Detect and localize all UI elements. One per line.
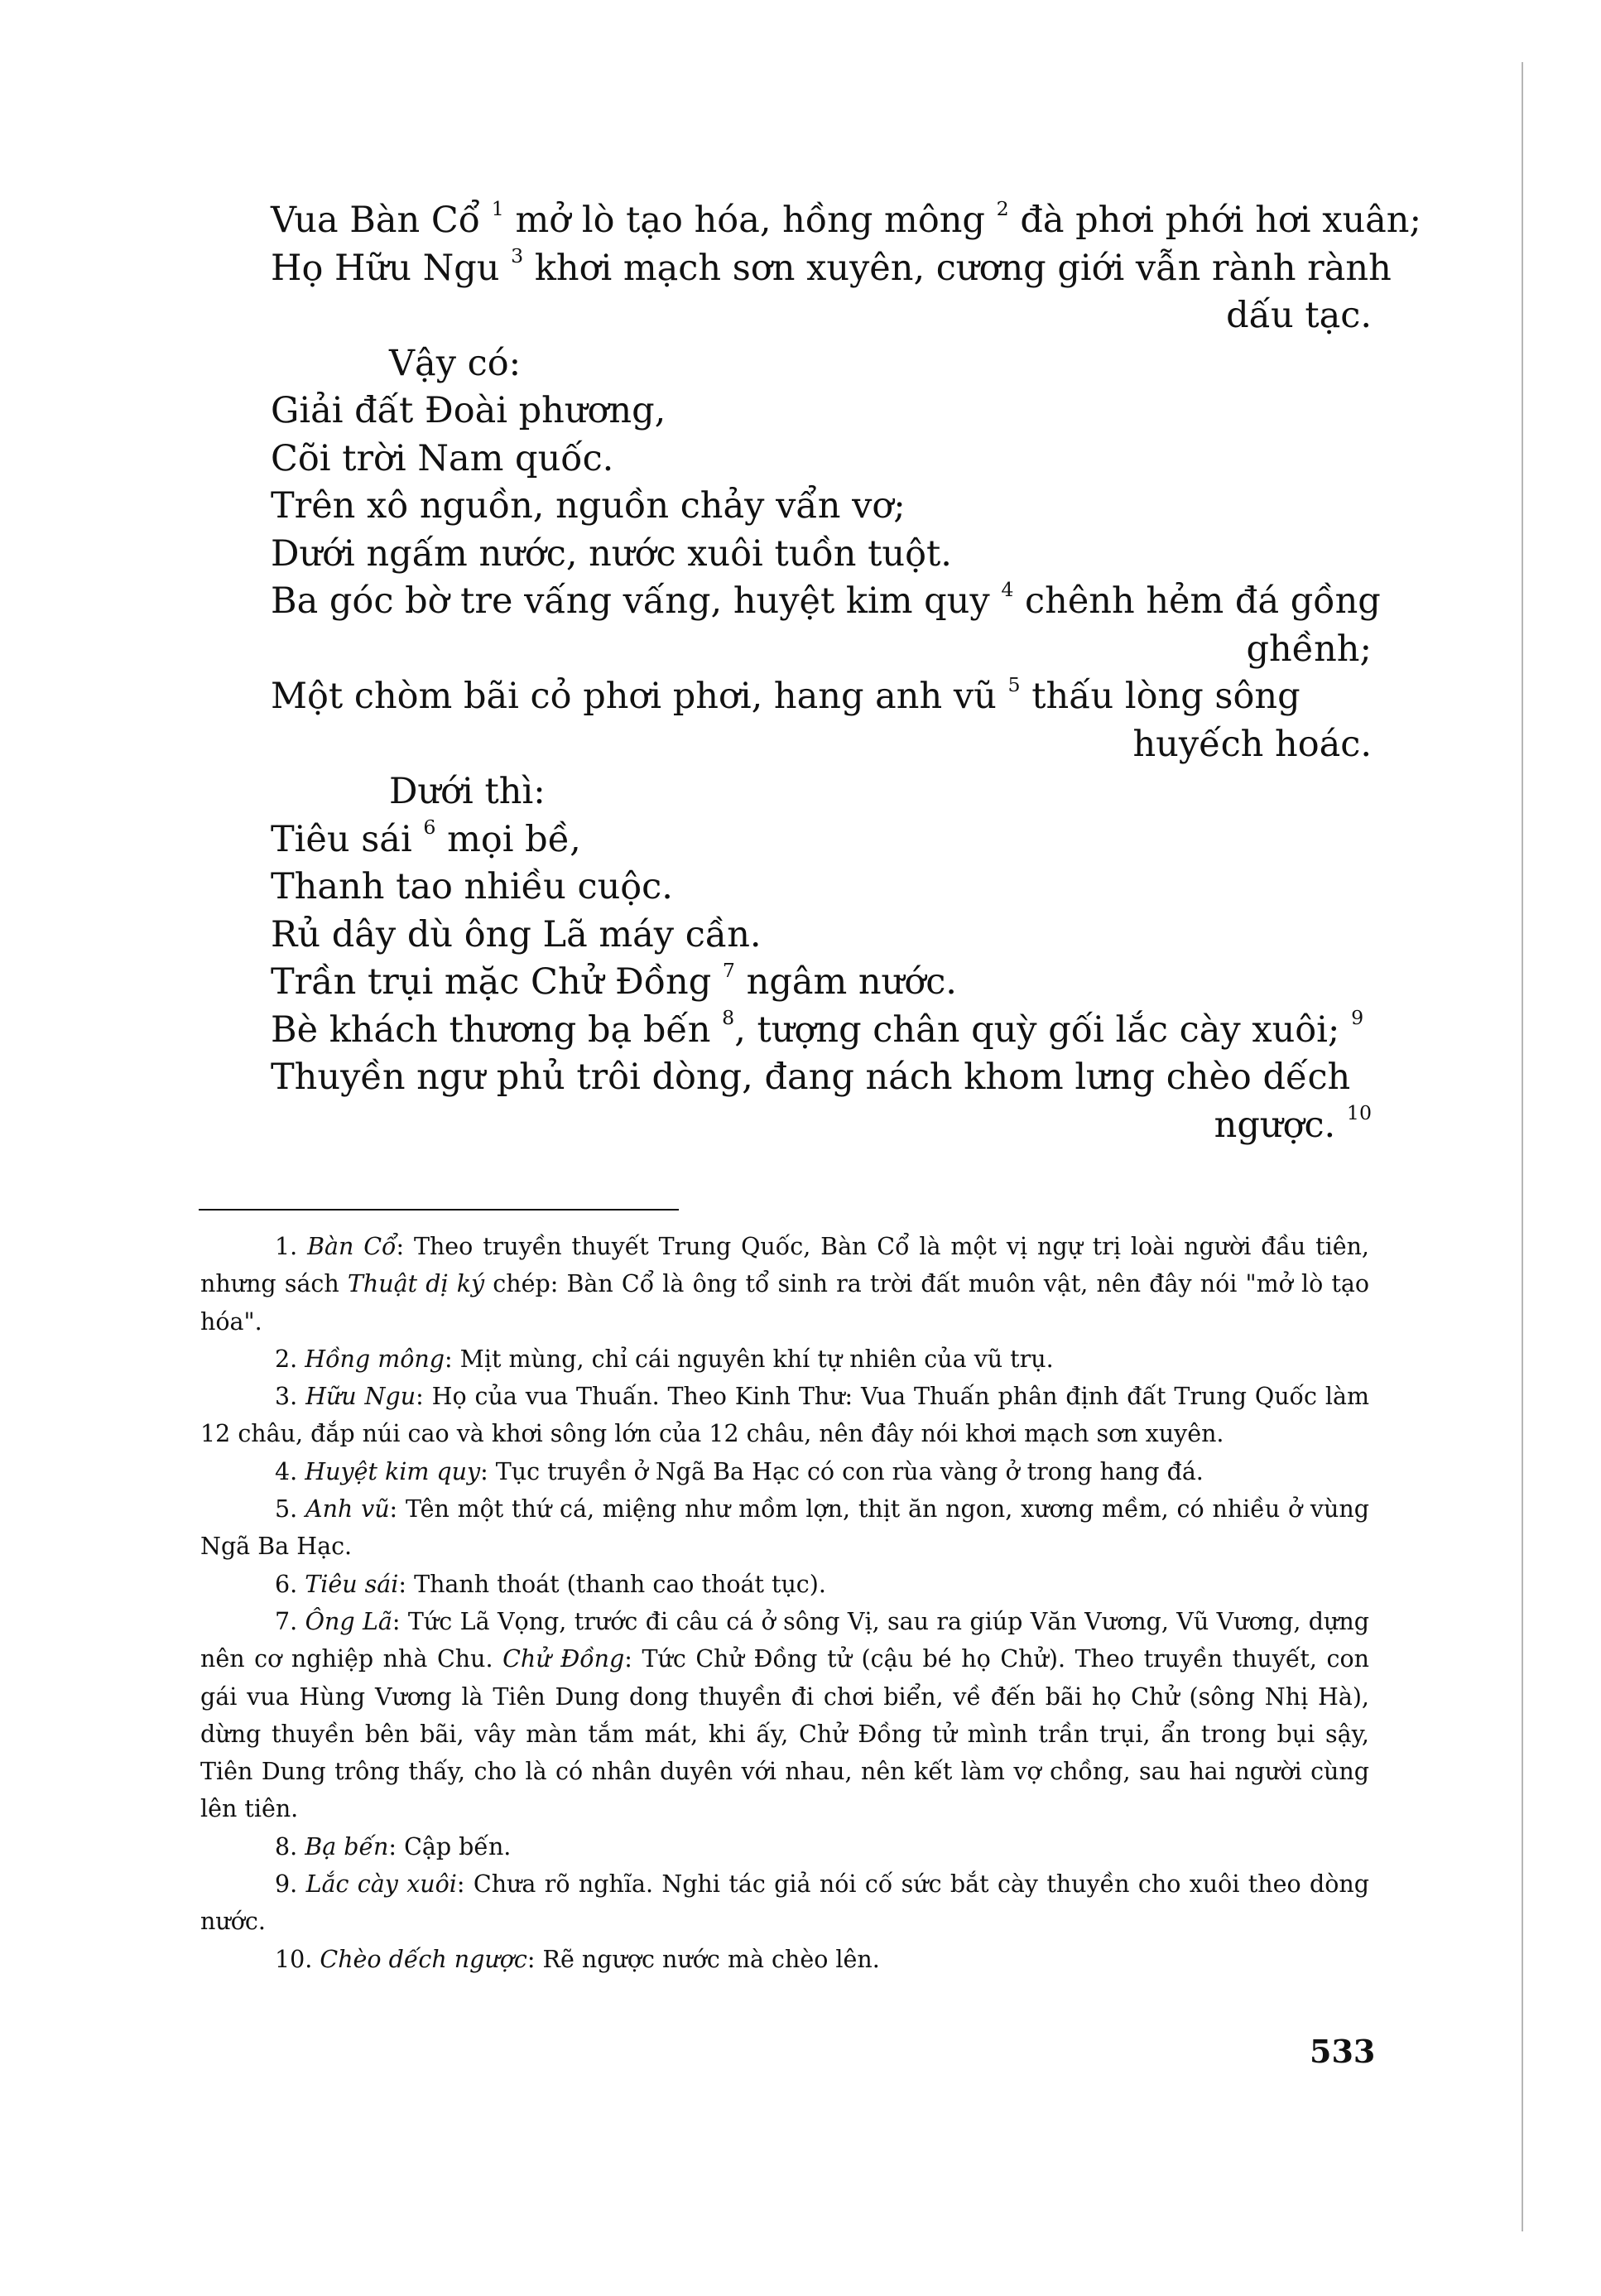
text-run: 8. [275,1832,305,1860]
text-run: : Cập bến. [388,1832,512,1860]
footnote [200,1566,1369,1603]
poem-line [271,1007,1372,1055]
poem-body [271,196,1421,1149]
footnote-marker: 1 [491,196,504,220]
footnote [200,1341,1369,1378]
text-run: : Mịt mùng, chỉ cái nguyên khí tự nhiên của vũ trụ. [445,1345,1054,1373]
footnote-marker: 5 [1007,672,1021,696]
poem-line [271,577,1381,626]
footnote-term: Bàn Cổ [307,1233,397,1260]
text-run: dấu tạc. [1226,295,1372,336]
footnote-term: Chèo dếch ngược [320,1945,527,1973]
text-run: : Tên một thứ cá, miệng như mồm lợn, thịt ăn ngon, xương mềm, có nhiều ở vùng Ngã Ba Hạc. [200,1495,1369,1561]
text-run: đà phơi phới hơi xuân; [1008,200,1421,241]
text-run: mở lò tạo hóa, hồng mông [503,200,997,241]
poem-line [271,1102,1372,1150]
footnote [200,1865,1369,1941]
footnote-term: Chử Đồng [502,1645,625,1673]
text-run: Trần trụi mặc Chử Đồng [271,961,723,1003]
footnote-marker: 2 [996,196,1009,220]
poem-line [271,436,1372,484]
text-run: 7. [275,1607,305,1635]
text-run: huyếch hoác. [1132,723,1372,765]
text-run: ngược. [1214,1104,1347,1146]
text-run: : Tức Chử Đồng tử (cậu bé họ Chử). Theo truyền thuyết, con gái vua Hùng Vương là Tiên Dung dong thuyền đi chơi biển, về đến bãi họ Chử (sông Nhị Hà), dừng thuyền bên bãi, vây màn tắm mát, khi ấy, Chử Đồng tử mình trần trụi, ẩn trong bụi sậy, Tiên Dung trông thấy, cho là có nhân duyên với nhau, nên kết làm vợ chồng, sau hai người cùng lên tiên. [200,1645,1369,1823]
footnote [200,1603,1369,1828]
footnote [200,1941,1369,1978]
footnote-term: Hữu Ngu [305,1383,416,1411]
text-run: 2. [275,1345,305,1373]
page-number: 533 [1310,2033,1376,2070]
text-run: 6. [275,1570,305,1598]
page-edge-line [1522,62,1523,2231]
text-run: khơi mạch sơn xuyên, cương giới vẫn rành rành [523,247,1392,289]
poem-line [271,531,1372,579]
footnote-term: Tiêu sái [305,1570,399,1598]
text-run: Họ Hữu Ngu [271,247,512,289]
footnote-marker: 3 [511,244,524,268]
text-run: 5. [275,1495,305,1523]
footnote-marker: 4 [1001,577,1014,601]
footnote [200,1828,1369,1865]
text-run: Tiêu sái [271,818,424,860]
footnote-marker: 9 [1351,1006,1364,1030]
text-run: thấu lòng sông [1020,676,1301,717]
poem-line [271,673,1372,721]
poem-line [271,292,1372,340]
text-run: 3. [275,1383,306,1411]
text-run: Bè khách thương bạ bến [271,1008,723,1051]
text-run: Cõi trời Nam quốc. [271,437,614,479]
poem-line [271,721,1372,769]
text-run: : Tục truyền ở Ngã Ba Hạc có con rùa vàng ở trong hang đá. [480,1457,1204,1485]
poem-line [271,626,1372,674]
footnote-term: Lắc cày xuôi [305,1870,457,1899]
text-run: chênh hẻm đá gồng [1013,580,1381,622]
text-run: mọi bề, [435,818,581,860]
text-run: : Rẽ ngược nước mà chèo lên. [526,1945,880,1973]
poem-line [271,864,1372,912]
text-run: Một chòm bãi cỏ phơi phơi, hang anh vũ [271,676,1008,717]
text-run: Rủ dây dù ông Lã máy cần. [271,913,762,955]
footnote-marker: 8 [722,1006,735,1030]
footnote [200,1378,1369,1453]
text-run: 1. [275,1233,308,1260]
poem-line [271,483,1372,531]
text-run: : Theo truyền thuyết Trung Quốc, Bàn Cổ là một vị ngự trị loài người đầu tiên, nhưng sách [200,1233,1369,1298]
text-run: Vua Bàn Cổ [271,200,492,241]
footnote-term: Thuật dị ký [347,1270,485,1298]
text-run: Dưới ngấm nước, nước xuôi tuồn tuột. [271,532,952,575]
poem-line [271,340,1372,388]
footnotes [200,1228,1369,1978]
poem-line [271,912,1372,960]
text-run: chép: Bàn Cổ là ông tổ sinh ra trời đất muôn vật, nên đây nói "mở lò tạo hóa". [200,1270,1370,1336]
poem-line [271,196,1421,245]
footnote-term: Huyệt kim quy [305,1457,481,1485]
text-run: Thanh tao nhiều cuộc. [271,866,673,907]
poem-line [271,387,1372,436]
footnote-marker: 10 [1346,1101,1372,1125]
text-run: ghềnh; [1246,628,1372,670]
text-run: : Tức Lã Vọng, trước đi câu cá ở sông Vị, sau ra giúp Văn Vương, Vũ Vương, dựng nên cơ nghiệp nhà Chu. [200,1607,1369,1673]
text-run: 10. [275,1945,320,1973]
footnote-marker: 7 [722,958,735,982]
footnote-marker: 6 [423,816,436,840]
text-run: ngâm nước. [734,961,957,1003]
text-run: Thuyền ngư phủ trôi dòng, đang nách khom lưng chèo dếch [271,1057,1351,1098]
text-run: Giải đất Đoài phương, [271,390,666,431]
footnote [200,1490,1369,1566]
text-run: : Thanh thoát (thanh cao thoát tục). [398,1570,826,1598]
footnote-term: Bạ bến [305,1832,389,1860]
poem-line [271,244,1392,293]
poem-line [271,1054,1372,1102]
text-run: Trên xô nguồn, nguồn chảy vẩn vơ; [271,485,906,527]
footnote [200,1453,1369,1490]
text-run: , tượng chân quỳ gối lắc cày xuôi; [734,1008,1352,1051]
footnote [200,1228,1369,1341]
footnote-separator [199,1209,679,1211]
text-run: Ba góc bờ tre vấng vấng, huyệt kim quy [271,580,1002,622]
footnote-term: Ông Lã [305,1607,392,1635]
footnote-term: Hồng mông [305,1345,445,1373]
text-run: Vậy có: [389,342,522,384]
text-run: : Họ của vua Thuấn. Theo Kinh Thư: Vua Thuấn phân định đất Trung Quốc làm 12 châu, đắp núi cao và khơi sông lớn của 12 châu, nên đây nói khơi mạch sơn xuyên. [200,1383,1369,1448]
poem-line [271,959,1372,1007]
text-run: : Chưa rõ nghĩa. Nghi tác giả nói cố sức bắt cày thuyền cho xuôi theo dòng nước. [200,1870,1369,1936]
text-run: Dưới thì: [389,771,546,812]
text-run: 4. [275,1457,305,1485]
poem-line [271,816,1372,864]
poem-line [271,768,1372,816]
text-run: 9. [275,1870,306,1899]
footnote-term: Anh vũ [305,1495,390,1523]
